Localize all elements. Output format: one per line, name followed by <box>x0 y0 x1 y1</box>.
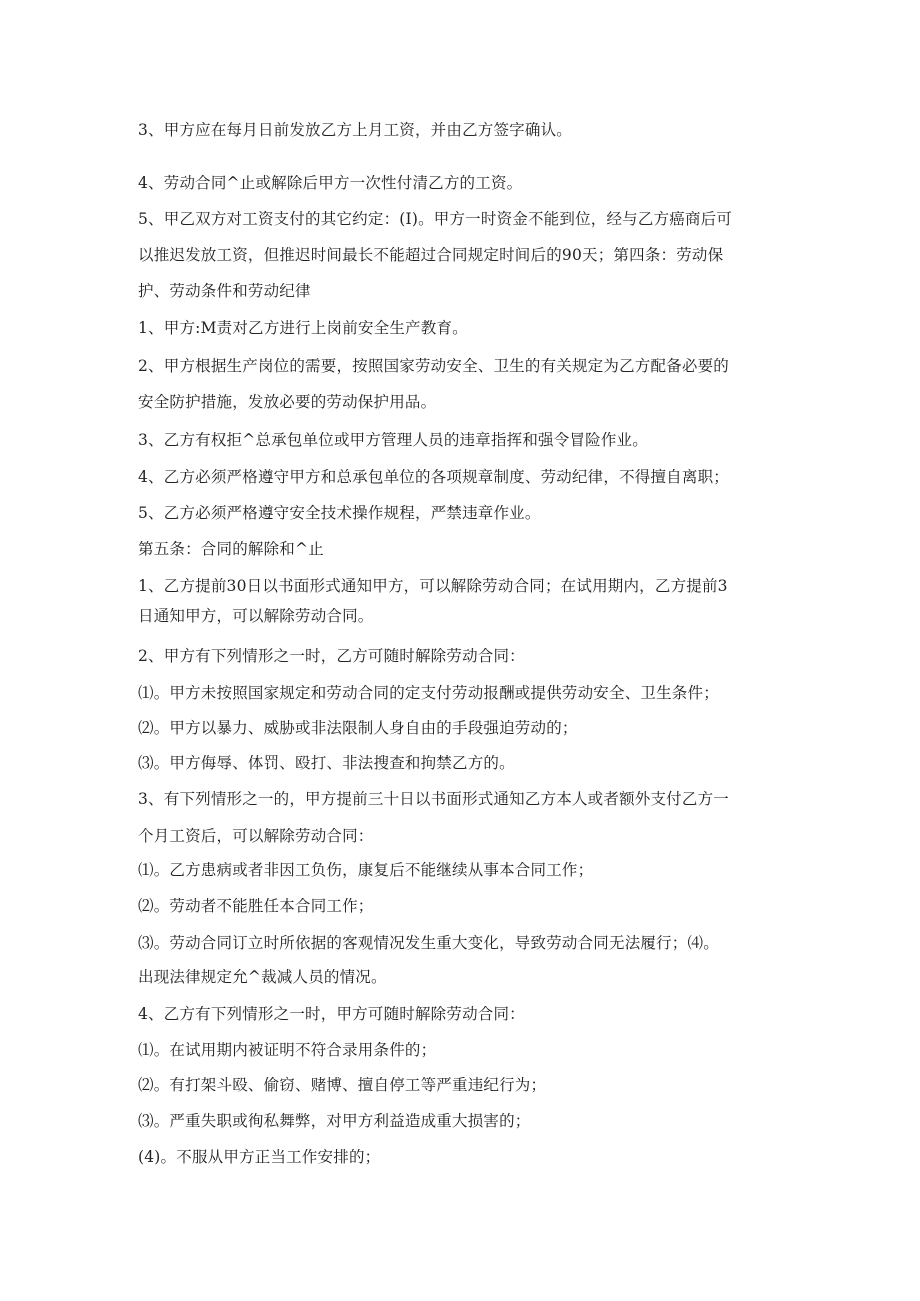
text-line: 3、甲方应在每月日前发放乙方上月工资，并由乙方签字确认。 <box>138 121 572 139</box>
text-line: ⑶。严重失职或徇私舞弊，对甲方利益造成重大损害的； <box>138 1112 531 1130</box>
text-line: 1、乙方提前30日以书面形式通知甲方，可以解除劳动合同；在试用期内，乙方提前3 <box>138 577 728 595</box>
text-line: 5、甲乙双方对工资支付的其它约定：(I)。甲方一时资金不能到位，经与乙方癌商后可 <box>138 210 733 228</box>
text-line: 2、甲方有下列情形之一时，乙方可随时解除劳动合同： <box>138 647 525 665</box>
text-line: ⑶。劳动合同订立时所依据的客观情况发生重大变化，导致劳动合同无法履行；⑷。 <box>138 934 719 952</box>
text-line: ⑵。甲方以暴力、威胁或非法限制人身自由的手段强迫劳动的； <box>138 719 578 737</box>
text-line: ⑴。甲方未按照国家规定和劳动合同的定支付劳动报酬或提供劳动安全、卫生条件； <box>138 684 719 702</box>
text-line: (4)。不服从甲方正当工作安排的； <box>138 1148 381 1166</box>
text-line: 安全防护措施，发放必要的劳动保护用品。 <box>138 393 437 411</box>
text-line: 日通知甲方，可以解除劳动合同。 <box>138 607 374 625</box>
text-line: 4、劳动合同^止或解除后甲方一次性付清乙方的工资。 <box>138 174 523 192</box>
text-line: 个月工资后，可以解除劳动合同： <box>138 827 374 845</box>
text-line: ⑶。甲方侮辱、体罚、殴打、非法搜查和拘禁乙方的。 <box>138 754 515 772</box>
text-line: 4、乙方有下列情形之一时，甲方可随时解除劳动合同： <box>138 1005 525 1023</box>
text-line: ⑵。劳动者不能胜任本合同工作； <box>138 897 374 915</box>
text-line: 3、乙方有权拒^总承包单位或甲方管理人员的违章指挥和强令冒险作业。 <box>138 431 648 449</box>
text-line: ⑴。乙方患病或者非因工负伤，康复后不能继续从事本合同工作； <box>138 861 594 879</box>
text-line: 2、甲方根据生产岗位的需要，按照国家劳动安全、卫生的有关规定为乙方配备必要的 <box>138 357 729 375</box>
text-line: 5、乙方必须严格遵守安全技术操作规程，严禁违章作业。 <box>138 504 541 522</box>
text-line: 1、甲方:M责对乙方进行上岗前安全生产教育。 <box>138 319 468 337</box>
section-heading: 第五条：合同的解除和^止 <box>138 540 324 558</box>
text-line: 出现法律规定允^裁减人员的情况。 <box>138 968 387 986</box>
text-line: 4、乙方必须严格遵守甲方和总承包单位的各项规章制度、劳动纪律，不得擅自离职； <box>138 468 729 486</box>
text-line: ⑵。有打架斗殴、偷窃、赌博、擅自停工等严重违纪行为； <box>138 1076 547 1094</box>
text-line: 3、有下列情形之一的，甲方提前三十日以书面形式通知乙方本人或者额外支付乙方一 <box>138 790 729 808</box>
text-line: ⑴。在试用期内被证明不符合录用条件的； <box>138 1041 437 1059</box>
text-line: 以推迟发放工资，但推迟时间最长不能超过合同规定时间后的90天；第四条：劳动保 <box>138 246 724 264</box>
text-line: 护、劳动条件和劳动纪律 <box>138 282 311 300</box>
